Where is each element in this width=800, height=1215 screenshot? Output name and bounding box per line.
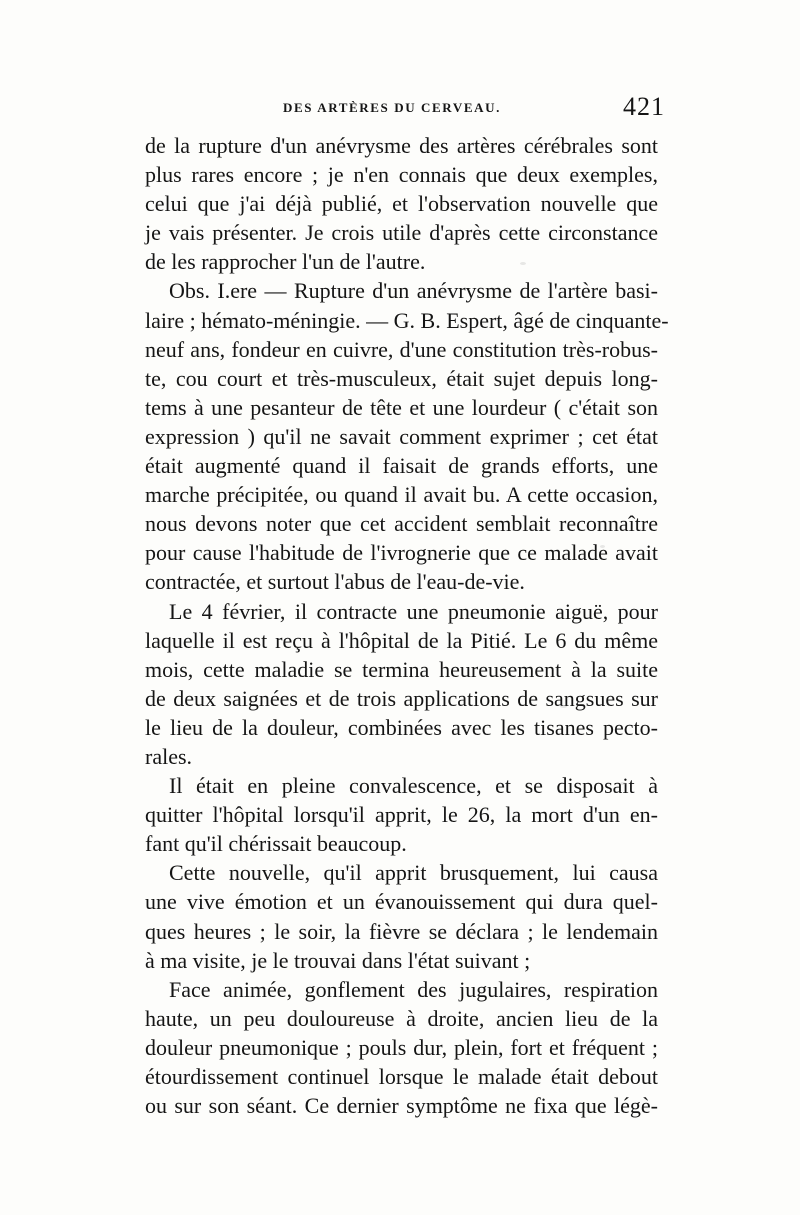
text-line: Il était en pleine convalescence, et se disposait à bbox=[169, 773, 658, 799]
text-line: douleur pneumonique ; pouls dur, plein, fort et fréquent ; bbox=[145, 1034, 658, 1060]
text-line: plus rares encore ; je n'en connais que deux exemples, bbox=[145, 162, 658, 188]
paper-speck bbox=[620, 782, 626, 785]
text-line: le lieu de la douleur, combinées avec les tisanes pecto- bbox=[145, 714, 658, 740]
running-title: DES ARTÈRES DU CERVEAU. bbox=[283, 100, 501, 115]
text-line: Face animée, gonflement des jugulaires, respiration bbox=[169, 976, 658, 1002]
observation-heading-line: Obs. I.ere — Rupture d'un anévrysme de l'artère basi- bbox=[169, 278, 658, 304]
page-header bbox=[145, 92, 665, 128]
text-line: tems à une pesanteur de tête et une lourdeur ( c'était son bbox=[145, 394, 658, 420]
text-line: quitter l'hôpital lorsqu'il apprit, le 26, la mort d'un en- bbox=[145, 802, 658, 828]
text-line: celui que j'ai déjà publié, et l'observation nouvelle que bbox=[145, 191, 658, 217]
text-line: de la rupture d'un anévrysme des artères cérébrales sont bbox=[145, 133, 658, 158]
text-line: laquelle il est reçu à l'hôpital de la Pitié. Le 6 du même bbox=[145, 627, 658, 653]
text-line: expression ) qu'il ne savait comment exprimer ; cet état bbox=[145, 423, 658, 449]
text-line: marche précipitée, ou quand il avait bu. A cette occasion, bbox=[145, 482, 658, 508]
text-line: neuf ans, fondeur en cuivre, d'une constitution très-robus- bbox=[145, 336, 658, 362]
text-line: Le 4 février, il contracte une pneumonie aiguë, pour bbox=[169, 598, 658, 624]
paper-speck bbox=[600, 545, 605, 548]
page-number: 421 bbox=[623, 92, 665, 121]
text-line: était augmenté quand il faisait de grands efforts, une bbox=[145, 453, 658, 479]
text-line: Cette nouvelle, qu'il apprit brusquement, lui causa bbox=[169, 860, 658, 886]
text-line: fant qu'il chérissait beaucoup. bbox=[145, 831, 407, 857]
text-line: je vais présenter. Je crois utile d'après cette circonstance bbox=[145, 220, 658, 246]
text-line: une vive émotion et un évanouissement qui dura quel- bbox=[145, 889, 658, 915]
text-line: étourdissement continuel lorsque le malade était debout bbox=[145, 1064, 658, 1089]
text-line: mois, cette maladie se termina heureusement à la suite bbox=[145, 656, 658, 682]
text-line: nous devons noter que cet accident semblait reconnaître bbox=[145, 511, 658, 537]
text-line: pour cause l'habitude de l'ivrognerie que ce malade avait bbox=[145, 540, 658, 566]
paper-speck bbox=[560, 705, 567, 708]
text-line: haute, un peu douloureuse à droite, ancien lieu de la bbox=[145, 1005, 658, 1031]
text-line: te, cou court et très-musculeux, était sujet depuis long- bbox=[145, 365, 658, 391]
text-line: ques heures ; le soir, la fièvre se déclara ; le lendemain bbox=[145, 918, 658, 944]
text-line: de deux saignées et de trois applications de sangsues sur bbox=[145, 685, 658, 711]
text-line: contractée, et surtout l'abus de l'eau-de-vie. bbox=[145, 569, 525, 595]
text-line: rales. bbox=[145, 743, 193, 769]
body-text bbox=[145, 131, 669, 1120]
text-line: à ma visite, je le trouvai dans l'état suivant ; bbox=[145, 947, 531, 973]
text-line: de les rapprocher l'un de l'autre. bbox=[145, 249, 426, 275]
text-line: ou sur son séant. Ce dernier symptôme ne fixa que légè- bbox=[145, 1093, 658, 1119]
text-line: laire ; hémato-méningie. — G. B. Espert, âgé de cinquante- bbox=[145, 307, 669, 333]
paper-speck bbox=[520, 262, 526, 265]
